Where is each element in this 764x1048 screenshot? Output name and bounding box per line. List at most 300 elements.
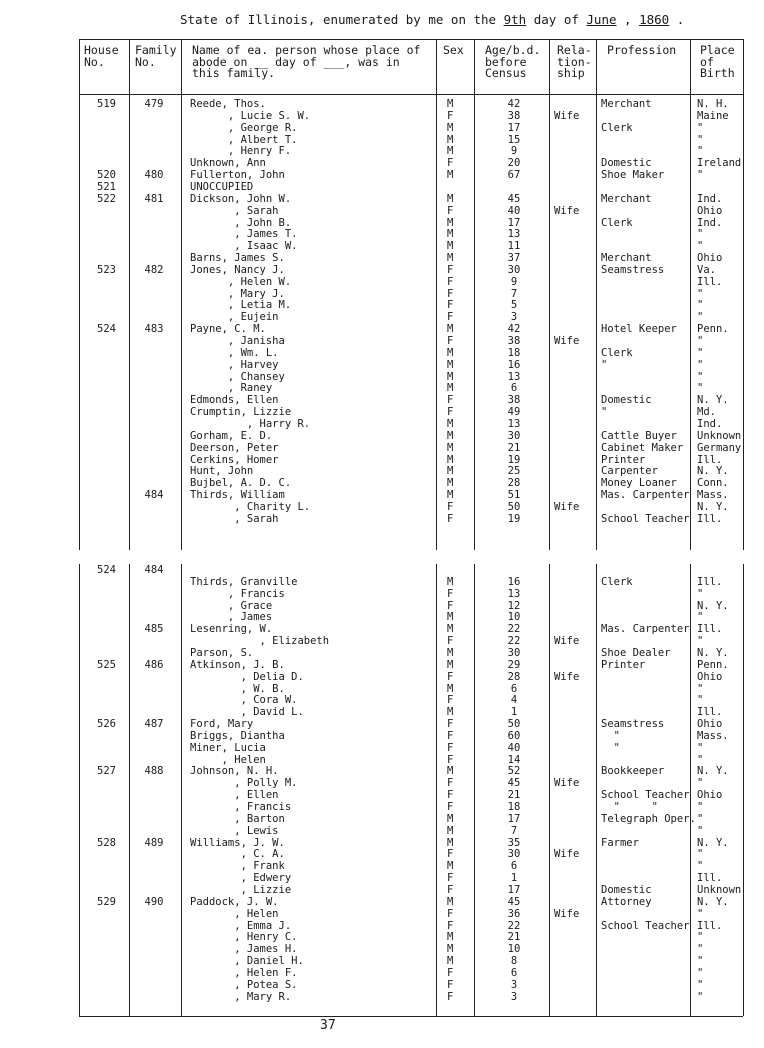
cell-age: 18 [507,346,521,359]
cell-place-of-birth: " [697,990,704,1003]
cell-place-of-birth: " [697,907,704,920]
cell-place-of-birth: " [697,370,704,383]
cell-person-name: , Ellen [190,789,279,802]
cell-profession: Domestic [601,883,652,896]
cell-person-name: Thirds, William [190,489,285,502]
cell-place-of-birth: " [697,335,704,347]
cell-age: 20 [507,157,521,170]
cell-age: 8 [510,955,518,968]
cell-sex: M [447,765,454,778]
cell-person-name: Hunt, John [190,465,254,478]
table-bottom-border [79,1016,743,1017]
cell-age: 13 [507,587,521,600]
cell-sex: F [447,275,454,288]
cell-person-name: , Francis [190,801,292,813]
cell-age: 19 [507,453,521,466]
cell-person-name: , Isaac W. [190,240,298,253]
cell-age: 40 [507,204,521,217]
cell-age: 1 [510,706,518,719]
cell-person-name: , Eujein [190,311,279,324]
cell-person-name: Briggs, Diantha [190,729,285,742]
cell-place-of-birth: N. H. [697,98,729,110]
cell-place-of-birth: " [697,966,704,979]
cell-person-name: Miner, Lucia [190,741,266,754]
cell-house-number: 521 [97,180,116,193]
cell-profession: Printer [601,658,646,671]
cell-sex: M [447,575,454,588]
cell-age: 38 [507,109,521,122]
cell-age: 35 [507,836,521,849]
cell-sex: M [447,358,454,371]
cell-relationship: Wife [554,335,580,347]
cell-place-of-birth: Ill. [697,872,723,885]
cell-person-name: Johnson, N. H. [190,765,279,778]
cell-place-of-birth: " [697,287,704,300]
cell-profession: " [601,358,608,371]
cell-age: 21 [507,441,521,454]
cell-sex: M [447,682,454,695]
cell-age: 3 [510,311,518,324]
cell-person-name: , Janisha [190,335,285,347]
cell-age: 7 [510,287,518,300]
cell-place-of-birth: " [697,635,704,648]
cell-house-number: 525 [97,658,116,671]
cell-person-name: Atkinson, J. B. [190,658,285,671]
cell-sex: M [447,145,454,158]
cell-sex: M [447,169,454,182]
cell-age: 30 [507,848,521,861]
cell-sex: F [447,109,454,122]
cell-house-number: 524 [97,564,116,576]
cell-place-of-birth: " [697,228,704,241]
cell-person-name: , Mary J. [190,287,285,300]
cell-sex: F [447,718,454,731]
cell-place-of-birth: " [697,978,704,991]
cell-place-of-birth: " [697,955,704,968]
cell-profession: Bookkeeper [601,765,665,778]
cell-age: 16 [507,358,521,371]
col-border-age [549,39,550,1016]
cell-person-name: , Lizzie [190,883,292,896]
cell-sex: M [447,323,454,336]
cell-sex: F [447,311,454,324]
cell-person-name: Edmonds, Ellen [190,394,279,407]
cell-sex: F [447,966,454,979]
col-border-prof [690,39,691,1016]
cell-relationship: Wife [554,109,580,122]
cell-person-name: , James H. [190,943,298,956]
col-border-house [129,39,130,1016]
cell-age: 3 [510,978,518,991]
cell-person-name: , Elizabeth [190,635,330,648]
cell-sex: F [447,919,454,932]
cell-sex: F [447,670,454,683]
cell-place-of-birth: Ill. [697,623,723,636]
cell-sex: M [447,216,454,229]
cell-age: 38 [507,394,521,407]
cell-place-of-birth: Ill. [697,512,723,525]
cell-age: 1 [510,872,518,885]
cell-person-name: Bujbel, A. D. C. [190,477,292,490]
cell-profession: Carpenter [601,465,658,478]
cell-person-name: , Helen W. [190,275,292,288]
cell-place-of-birth: N. Y. [697,836,729,849]
cell-person-name: , C. A. [190,848,285,861]
cell-sex: F [447,299,454,312]
cell-sex: M [447,895,454,908]
cell-sex: F [447,753,454,766]
cell-person-name: , Potea S. [190,978,298,991]
cell-sex: F [447,907,454,920]
cell-age: 38 [507,335,521,347]
cell-profession: Cattle Buyer [601,429,677,442]
cell-age: 45 [507,777,521,790]
cell-sex: M [447,489,454,502]
census-header: State of Illinois, enumerated by me on the 9th day of June , 1860 . [180,12,685,27]
cell-person-name: , James [190,611,273,624]
cell-sex: M [447,240,454,253]
cell-person-name: , George R. [190,121,298,134]
cell-person-name: , Wm. L. [190,346,279,359]
cell-profession: Merchant [601,192,652,205]
colhead-birth: Place of Birth [700,43,735,80]
table-top-border [79,39,743,40]
cell-profession: Clerk [601,575,633,588]
cell-profession: Domestic [601,394,652,407]
cell-person-name: , Albert T. [190,133,298,146]
cell-place-of-birth: " [697,240,704,253]
col-border-left [79,39,80,1016]
cell-age: 10 [507,611,521,624]
cell-age: 13 [507,228,521,241]
cell-person-name: Reede, Thos. [190,98,266,110]
colhead-family: Family No. [135,43,177,69]
cell-profession: " " [601,801,658,813]
cell-place-of-birth: Ohio [697,789,723,802]
cell-age: 67 [507,169,521,182]
cell-place-of-birth: " [697,358,704,371]
cell-person-name: Payne, C. M. [190,323,266,336]
cell-family-number: 489 [144,836,164,849]
cell-age: 6 [510,860,518,873]
cell-age: 21 [507,931,521,944]
cell-person-name: , Letia M. [190,299,292,312]
cell-relationship: Wife [554,848,580,861]
cell-age: 50 [507,718,521,731]
cell-person-name: , Henry F. [190,145,292,158]
col-border-right [743,39,744,1016]
cell-age: 17 [507,883,521,896]
cell-house-number: 522 [97,192,116,205]
cell-profession: Shoe Maker [601,169,665,182]
cell-sex: F [447,406,454,419]
cell-person-name: , Helen [190,753,266,766]
cell-sex: F [447,990,454,1003]
cell-profession: " [601,729,620,742]
cell-sex: M [447,192,454,205]
cell-place-of-birth: Ill. [697,275,723,288]
cell-age: 45 [507,192,521,205]
cell-profession: Mas. Carpenter [601,489,690,502]
cell-age: 52 [507,765,521,778]
cell-age: 15 [507,133,521,146]
cell-age: 50 [507,500,521,513]
cell-sex: F [447,789,454,802]
cell-sex: F [447,157,454,170]
cell-sex: F [447,777,454,790]
cell-sex: F [447,512,454,525]
cell-place-of-birth: " [697,801,704,813]
cell-person-name: , Chansey [190,370,285,383]
cell-sex: M [447,453,454,466]
cell-sex: M [447,228,454,241]
cell-family-number: 490 [144,895,164,908]
cell-age: 28 [507,477,521,490]
cell-person-name: Jones, Nancy J. [190,263,285,276]
cell-person-name: , Charity L. [190,500,311,513]
cell-family-number: 488 [144,765,164,778]
cell-place-of-birth: N. Y. [697,599,729,612]
cell-place-of-birth: " [697,943,704,956]
cell-age: 36 [507,907,521,920]
cell-age: 22 [507,919,521,932]
cell-age: 9 [510,275,518,288]
cell-family-number: 487 [144,718,164,731]
cell-age: 16 [507,575,521,588]
cell-sex: F [447,872,454,885]
cell-profession: Cabinet Maker [601,441,684,454]
colhead-house: House No. [84,43,119,69]
cell-sex: M [447,658,454,671]
cell-place-of-birth: Unknown [697,429,742,442]
cell-sex: F [447,801,454,813]
cell-place-of-birth: Maine [697,109,729,122]
cell-place-of-birth: " [697,145,704,158]
cell-person-name: Williams, J. W. [190,836,285,849]
cell-family-number: 481 [144,192,164,205]
cell-family-number: 479 [144,98,164,110]
cell-place-of-birth: Mass. [697,729,729,742]
cell-person-name: , John B. [190,216,292,229]
cell-sex: M [447,623,454,636]
cell-sex: M [447,943,454,956]
cell-place-of-birth: N. Y. [697,895,729,908]
cell-relationship: Wife [554,907,580,920]
cell-sex: F [447,694,454,707]
cell-profession: Clerk [601,216,633,229]
cell-sex: M [447,346,454,359]
cell-place-of-birth: Ireland [697,157,742,170]
cell-house-number: 524 [97,323,116,336]
cell-place-of-birth: N. Y. [697,765,729,778]
cell-sex: M [447,417,454,430]
cell-house-number: 527 [97,765,116,778]
cell-sex: M [447,429,454,442]
cell-place-of-birth: N. Y. [697,500,729,513]
cell-age: 6 [510,682,518,695]
cell-family-number: 485 [144,623,164,636]
colhead-age: Age/b.d. before Census [485,43,541,80]
cell-sex: F [447,729,454,742]
cell-profession: Mas. Carpenter [601,623,690,636]
cell-house-number: 520 [97,169,116,182]
page-number: 37 [320,1018,336,1033]
cell-sex: F [447,204,454,217]
cell-profession: Seamstress [601,718,665,731]
cell-profession: Printer [601,453,646,466]
header-mid: day of [533,12,579,27]
cell-house-number: 519 [97,98,116,110]
col-border-name [436,39,437,1016]
cell-age: 49 [507,406,521,419]
cell-place-of-birth: " [697,611,704,624]
cell-age: 25 [507,465,521,478]
cell-sex: M [447,860,454,873]
cell-age: 7 [510,824,518,837]
cell-person-name: UNOCCUPIED [190,180,254,193]
cell-person-name: , Harry R. [190,417,311,430]
cell-profession: Domestic [601,157,652,170]
cell-sex: M [447,370,454,383]
cell-place-of-birth: Md. [697,406,716,419]
cell-age: 28 [507,670,521,683]
col-border-family [181,39,182,1016]
header-month: June [586,12,617,27]
cell-person-name: Dickson, John W. [190,192,292,205]
cell-age: 22 [507,623,521,636]
cell-person-name: , Helen F. [190,966,298,979]
cell-person-name: , Sarah [190,512,279,525]
cell-relationship: Wife [554,777,580,790]
cell-sex: M [447,955,454,968]
cell-place-of-birth: " [697,311,704,324]
cell-age: 60 [507,729,521,742]
colhead-sex: Sex [443,43,464,57]
cell-place-of-birth: Ill. [697,453,723,466]
cell-age: 3 [510,990,518,1003]
cell-family-number: 482 [144,263,164,276]
cell-relationship: Wife [554,204,580,217]
cell-person-name: , Edwery [190,872,292,885]
cell-place-of-birth: " [697,860,704,873]
table-header-divider [79,94,743,95]
cell-age: 17 [507,812,521,825]
cell-place-of-birth: N. Y. [697,646,729,659]
cell-place-of-birth: " [697,121,704,134]
cell-profession: Clerk [601,346,633,359]
cell-person-name: , Sarah [190,204,279,217]
cell-sex: M [447,133,454,146]
cell-age: 4 [510,694,518,707]
cell-place-of-birth: " [697,382,704,395]
cell-sex: M [447,98,454,110]
cell-place-of-birth: Germany [697,441,742,454]
cell-house-number: 528 [97,836,116,849]
cell-person-name: , Cora W. [190,694,298,707]
cell-sex: F [447,500,454,513]
cell-person-name: , Emma J. [190,919,292,932]
cell-profession: " [601,406,608,419]
cell-person-name: Parson, S. [190,646,254,659]
cell-sex: M [447,121,454,134]
cell-place-of-birth: " [697,346,704,359]
cell-sex: F [447,287,454,300]
cell-profession: " [601,741,620,754]
colhead-profession: Profession [607,43,677,57]
cell-place-of-birth: Ohio [697,204,723,217]
cell-place-of-birth: N. Y. [697,465,729,478]
cell-age: 17 [507,216,521,229]
cell-person-name: , Polly M. [190,777,298,790]
col-border-sex [474,39,475,1016]
cell-sex: M [447,836,454,849]
cell-person-name: , David L. [190,706,304,719]
cell-person-name: Lesenring, W. [190,623,273,636]
cell-person-name: , James T. [190,228,298,241]
cell-place-of-birth: " [697,824,704,837]
cell-sex: M [447,824,454,837]
cell-profession: School Teacher [601,919,690,932]
cell-sex: F [447,263,454,276]
cell-person-name: , Frank [190,860,285,873]
cell-profession: Money Loaner [601,477,677,490]
cell-place-of-birth: Unknown [697,883,742,896]
cell-age: 6 [510,382,518,395]
cell-person-name: , Harvey [190,358,279,371]
cell-person-name: , Barton [190,812,285,825]
cell-age: 14 [507,753,521,766]
cell-profession: Shoe Dealer [601,646,671,659]
cell-sex: F [447,741,454,754]
cell-person-name: Thirds, Granville [190,575,298,588]
cell-person-name: Barns, James S. [190,252,285,265]
cell-profession: Merchant [601,98,652,110]
cell-sex: F [447,599,454,612]
cell-profession: School Teacher [601,512,690,525]
cell-family-number: 484 [144,489,164,502]
cell-age: 30 [507,646,521,659]
cell-profession: Farmer [601,836,639,849]
cell-profession: School Teacher [601,789,690,802]
cell-age: 13 [507,370,521,383]
cell-person-name: , Raney [190,382,273,395]
col-border-rel [596,39,597,1016]
cell-sex: M [447,611,454,624]
cell-age: 42 [507,323,521,336]
cell-sex: M [447,382,454,395]
cell-person-name: Fullerton, John [190,169,285,182]
cell-age: 17 [507,121,521,134]
cell-age: 37 [507,252,521,265]
cell-age: 42 [507,98,521,110]
cell-place-of-birth: Mass. [697,489,729,502]
cell-place-of-birth: Ohio [697,718,723,731]
cell-person-name: , Delia D. [190,670,304,683]
cell-sex: M [447,465,454,478]
cell-family-number: 484 [144,564,164,576]
cell-sex: F [447,883,454,896]
cell-place-of-birth: Conn. [697,477,729,490]
cell-person-name: , Francis [190,587,285,600]
cell-age: 10 [507,943,521,956]
cell-place-of-birth: " [697,169,704,182]
cell-person-name: Ford, Mary [190,718,254,731]
cell-place-of-birth: " [697,682,704,695]
cell-age: 29 [507,658,521,671]
cell-house-number: 523 [97,263,116,276]
cell-age: 30 [507,429,521,442]
cell-place-of-birth: Ind. [697,417,723,430]
